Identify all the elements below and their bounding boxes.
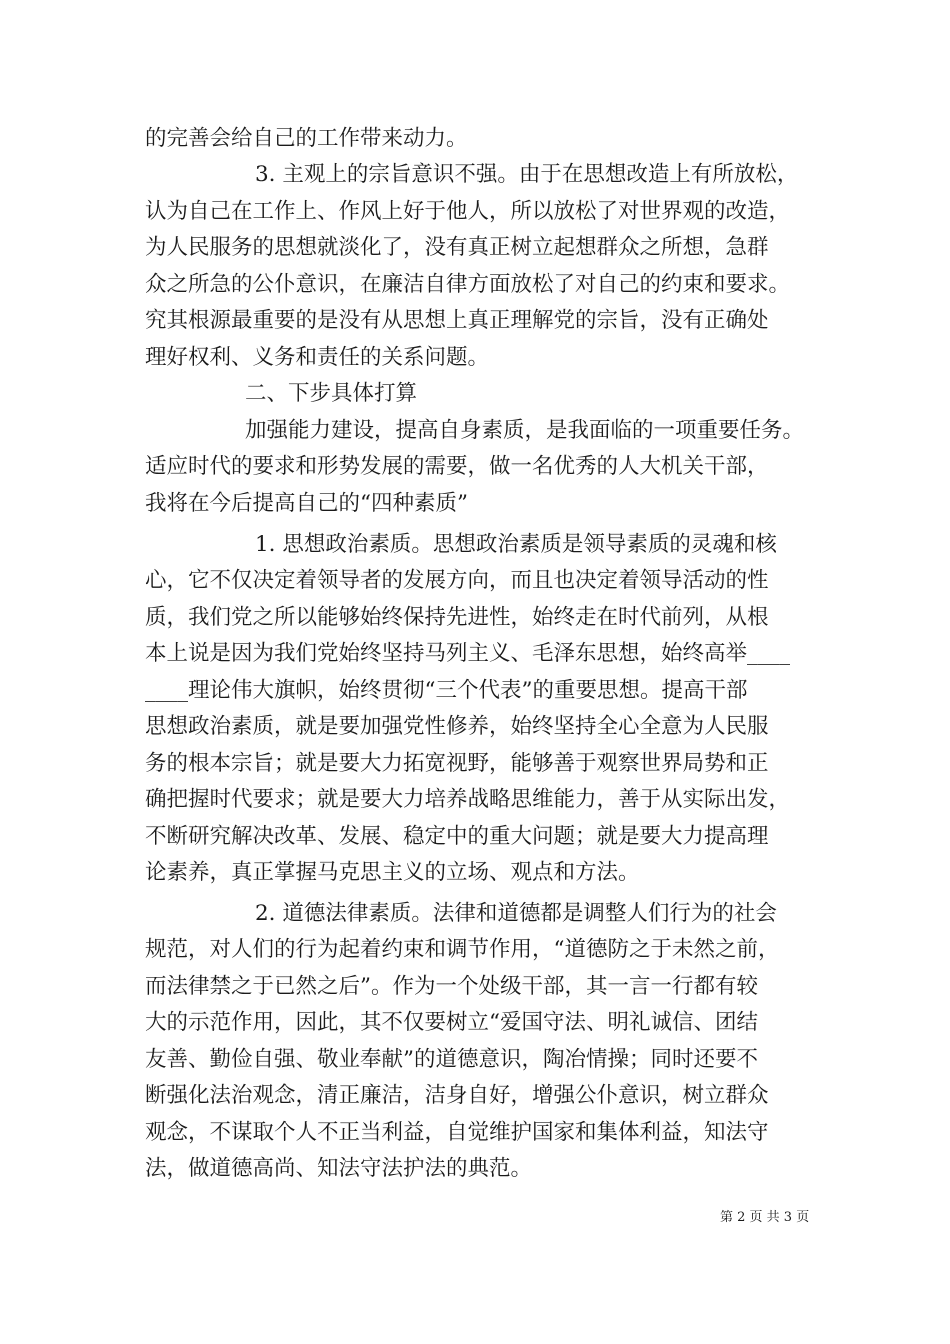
text-line: 不断研究解决改革、发展、稳定中的重大问题；就是要大力提高理 — [145, 824, 769, 849]
text-line: 确把握时代要求；就是要大力培养战略思维能力，善于从实际出发， — [145, 787, 791, 812]
text-line: 心，它不仅决定着领导者的发展方向，而且也决定着领导活动的性 — [145, 568, 769, 593]
text-line: ____理论伟大旗帜，始终贯彻“三个代表”的重要思想。提高干部 — [145, 678, 748, 703]
text-line: 认为自己在工作上、作风上好于他人，所以放松了对世界观的改造， — [145, 199, 791, 224]
text-line: 2. 道德法律素质。法律和道德都是调整人们行为的社会 — [255, 901, 777, 926]
text-line: 大的示范作用，因此，其不仅要树立“爱国守法、明礼诚信、团结 — [145, 1010, 758, 1035]
text-line: 3. 主观上的宗旨意识不强。由于在思想改造上有所放松， — [255, 162, 799, 187]
text-line: 论素养，真正掌握马克思主义的立场、观点和方法。 — [145, 860, 640, 885]
text-line: 断强化法治观念，清正廉洁，洁身自好，增强公仆意识，树立群众 — [145, 1083, 769, 1108]
text-line: 而法律禁之于已然之后”。作为一个处级干部，其一言一行都有较 — [145, 974, 758, 999]
text-line: 为人民服务的思想就淡化了，没有真正树立起想群众之所想，急群 — [145, 235, 769, 260]
text-line: 的完善会给自己的工作带来动力。 — [145, 126, 468, 151]
text-line: 观念，不谋取个人不正当利益，自觉维护国家和集体利益，知法守 — [145, 1120, 769, 1145]
text-line: 本上说是因为我们党始终坚持马列主义、毛泽东思想，始终高举____ — [145, 641, 791, 666]
text-line: 友善、勤俭自强、敬业奉献”的道德意识，陶冶情操；同时还要不 — [145, 1047, 758, 1072]
text-line: 适应时代的要求和形势发展的需要，做一名优秀的人大机关干部， — [145, 454, 769, 479]
text-line: 1. 思想政治素质。思想政治素质是领导素质的灵魂和核 — [255, 532, 777, 557]
text-line: 理好权利、义务和责任的关系问题。 — [145, 345, 490, 370]
page-number-footer: 第 2 页 共 3 页 — [720, 1210, 810, 1225]
text-line: 思想政治素质，就是要加强党性修养，始终坚持全心全意为人民服 — [145, 714, 769, 739]
text-line: 规范，对人们的行为起着约束和调节作用，“道德防之于未然之前， — [145, 937, 780, 962]
text-line: 法，做道德高尚、知法守法护法的典范。 — [145, 1156, 533, 1181]
section-heading: 二、下步具体打算 — [245, 381, 418, 406]
text-line: 质，我们党之所以能够始终保持先进性，始终走在时代前列，从根 — [145, 605, 769, 630]
text-line: 究其根源最重要的是没有从思想上真正理解党的宗旨，没有正确处 — [145, 308, 769, 333]
text-line: 务的根本宗旨；就是要大力拓宽视野，能够善于观察世界局势和正 — [145, 751, 769, 776]
text-line: 众之所急的公仆意识，在廉洁自律方面放松了对自己的约束和要求。 — [145, 272, 791, 297]
text-line: 加强能力建设，提高自身素质，是我面临的一项重要任务。 — [245, 418, 805, 443]
text-line: 我将在今后提高自己的“四种素质” — [145, 491, 468, 516]
